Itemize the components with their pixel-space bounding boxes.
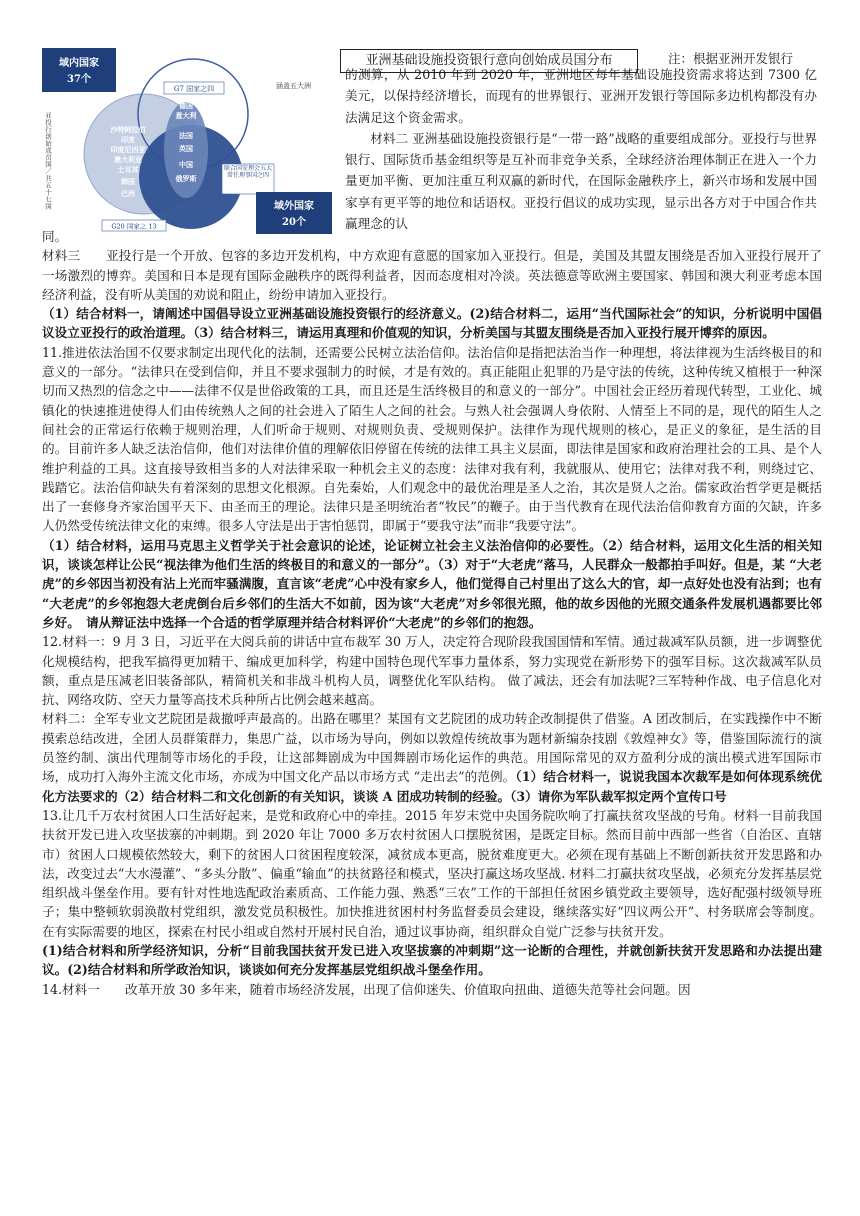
- paragraph: 材料三 亚投行是一个开放、包容的多边开发机构，中方欢迎有意愿的国家加入亚投行。但是，美国及其盟友围绕是否加入亚投行展开了一场激烈的博弈。美国和日本是现有国际金融秩序的既得利益者，因而态度相对冷淡。英法德意等欧洲主要国家、韩国和澳大利亚考虑本国经济利益，没有听从美国的劝说和阻止，纷纷申请加入亚投行。: [42, 248, 822, 302]
- continents-label: 涵盖五大洲: [276, 82, 311, 90]
- g7-member: 德国: [179, 101, 193, 110]
- center-member: 俄罗斯: [175, 174, 197, 183]
- foreign-label: 域外国家: [274, 201, 314, 212]
- paragraph-text: 材料二：全军专业文艺院团是裁撤呼声最高的。出路在哪里？某国有文艺院团的成功转企改制提供了借鉴。A 团改制后，在实践操作中不断摸索总结改进，全团人员群策群力，集思广益，以市场为导向，例如以敦煌传统故事为题材新编杂技剧《敦煌神女》等，借鉴国际流行的演员签约制、演出代理制等市场化的手段，让这部舞剧成为中国舞剧市场化运作的典范。用国际常见的双方盈利分成的演出模式进军国际市场，成功打入海外主流文化市场，亦成为中国文化产品以市场方式 “走出去”的范例。: [42, 711, 822, 785]
- left-member: 澳大利亚: [114, 155, 142, 164]
- g7-label: G7 国家之四: [173, 85, 215, 93]
- paragraph: 13.让几千万农村贫困人口生活好起来，是党和政府心中的牵挂。2015 年岁末党中央国务院吹响了打赢扶贫攻坚战的号角。材料一目前我国扶贫开发已进入攻坚拔寨的冲刺期。到 2020 年让 7000 多万农村贫困人口摆脱贫困，是既定目标。然而目前中西部一些省（自治区、直辖市）贫困人口规模依然较大，剩下的贫困人口贫困程度较深，减贫成本更高，脱贫难度更大。必须在现有基础上不断创新扶贫开发思路和办法，改变过去“大水漫灌”、“多头分散”、偏重“输血”的扶贫路径和模式，坚决打赢这场攻坚战. 材料二打赢扶贫攻坚战，必须充分发挥基层党组织战斗堡垒作用。要有针对性地选配政治素质高、工作能力强、熟悉“三农”工作的干部担任贫困乡镇党政主要领导，选好配强村级领导班子；集中整顿软弱涣散村党组织，激发党员积极性。加快推进贫困村村务监督委员会建设，继续落实好“四议两公开”、村务联席会等制度。在有实际需要的地区，探索在村民小组或自然村开展村民自治，通过议事协商，组织群众自觉广泛参与扶贫开发。: [42, 807, 822, 939]
- member-distribution-figure: [38, 42, 334, 238]
- left-member: 韩国: [121, 177, 135, 186]
- g7-member: 意大利: [175, 111, 197, 120]
- un-label: 联合国安理会五大常任理事国之四: [223, 165, 272, 179]
- paragraph: [42, 709, 822, 805]
- domestic-count: 37个: [67, 74, 91, 85]
- full-text-block: [42, 227, 822, 999]
- left-member: 巴西: [121, 189, 135, 198]
- question-paragraph: (1)结合材料和所学经济知识，分析“目前我国扶贫开发已进入攻坚拔寨的冲刺期”这一论断的合理性，并就创新扶贫开发思路和办法提出建议。(2)结合材料和所学政治知识，谈谈如何充分发挥基层党组织战斗堡垒作用。: [42, 942, 822, 978]
- g20-label: G20 国家之 13: [111, 222, 157, 231]
- center-member: 法国: [179, 131, 193, 140]
- domestic-count-box: [42, 48, 116, 92]
- note-text: 注：根据亚洲开发银行: [668, 51, 794, 66]
- center-member: 中国: [179, 160, 193, 169]
- paragraph: 同。: [42, 229, 68, 244]
- figure-title: 亚洲基础设施投资银行意向创始成员国分布: [340, 49, 638, 73]
- paragraph: 14.材料一 改革开放 30 多年来，随着市场经济发展，出现了信仰迷失、价值取向扭曲、道德失范等社会问题。因: [42, 981, 691, 997]
- left-member: 印度尼西亚: [110, 145, 146, 154]
- left-member: 沙特阿拉伯: [110, 125, 146, 134]
- vertical-caption: 亚投行创始成员国／共五十七国: [44, 112, 52, 210]
- domestic-label: 域内国家: [59, 58, 99, 69]
- center-member: 英国: [179, 144, 193, 153]
- paragraph: 12.材料一：9 月 3 日，习近平在大阅兵前的讲话中宣布裁军 30 万人，决定符合现阶段我国国情和军情。通过裁减军队员额，进一步调整优化规模结构，把我军搞得更加精干、编成更加科学，构建中国特色现代军事力量体系，努力实现党在新形势下的强军目标。这次裁减军队员额，重点是压减老旧装备部队，精简机关和非战斗机构人员，调整优化军队结构。 做了减法，还会有加法呢?三军特种作战、电子信息化对抗、网络攻防、空天力量等高技术兵种所占比例会越来越高。: [42, 634, 822, 708]
- foreign-count: 20个: [282, 217, 306, 228]
- question-text: （1）结合材料一，说说我国本次裁军是如何体现系统优化方法要求的（2）结合材料二和文化创新的有关知识，谈谈 A 团成功转制的经验。（3）请你为军队裁军拟定两个宣传口号: [42, 769, 822, 804]
- question-paragraph: （1）结合材料一，请阐述中国倡导设立亚洲基础设施投资银行的经济意义。(2)结合材料二，运用“当代国际社会”的知识，分析说明中国倡议设立亚投行的政治道理。（3）结合材料三，请运用真理和价值观的知识，分析美国与其盟友围绕是否加入亚投行展开博弈的原因。: [42, 306, 822, 341]
- question-paragraph: （1）结合材料，运用马克思主义哲学关于社会意识的论述，论证树立社会主义法治信仰的必要性。（2）结合材料，运用文化生活的相关知识，谈谈怎样让公民“视法律为他们生活的终极目的和意义的一部分”。（3）对于“大老虎”落马，人民群众一般都拍手叫好。但是，某 “大老虎”的乡邻因当初没有沾上光而牢骚满腹，直言该“老虎”心中没有家乡人，他们觉得自己村里出了这么大的官，却一点好处也没有沾到；也有 “大老虎”的乡邻抱怨大老虎倒台后乡邻们的生活大不如前，因为该“大老虎”对乡邻很光照，他的故乡因他的光照交通条件发展机遇都要比邻乡好。 请从辩证法中选择一个合适的哲学原理并结合材料评价“大老虎”的乡邻们的抱怨。: [42, 537, 822, 630]
- paragraph: 11.推进依法治国不仅要求制定出现代化的法制，还需要公民树立法治信仰。法治信仰是指把法治当作一种理想，将法律视为生活终极目的和意义的一部分。“法律只在受到信仰，并且不要求强制力的时候，才是有效的。真正能阻止犯罪的乃是守法的传统，这种传统又植根于一种深切而又热烈的信念之中——法律不仅是世俗政策的工具，而且还是生活终极目的和意义的一部分”。中国社会正经历着现代转型，工业化、城镇化的快速推进使得人们由传统熟人之间的社会进入了陌生人之间的社会。与熟人社会强调人身依附、人情至上不同的是，现代的陌生人之间社会的正常运行依赖于规则治理，人们听命于规则、对规则负责、受规则保护。法律作为现代规则的核心，是正义的象征，是生活的目的。目前许多人缺乏法治信仰，他们对法律价值的理解依旧停留在传统的法律工具主义层面，即法律是国家和政府治理社会的工具、是个人维护利益的工具。这直接导致相当多的人对法律采取一种机会主义的态度：法律对我有利，我就服从、使用它；法律对我不利，则绕过它、践踏它。法治信仰缺失有着深刻的思想文化根源。自先秦始，人们观念中的最优治理是圣人之治，其次是贤人之治。儒家政治哲学更是概括出了一套修身齐家治国平天下、由圣而王的理论。法律只是圣明统治者“牧民”的鞭子。由于当代教育在现代法治信仰教育方面的欠缺，许多人仍然受传统法律文化的束缚。很多人守法是出于害怕惩罚，即属于“要我守法”而非“我要守法”。: [42, 344, 822, 534]
- left-member: 印度: [121, 135, 135, 144]
- wrap-paragraph: 的测算，从 2010 年到 2020 年，亚洲地区每年基础设施投资需求将达到 7300 亿美元，以保持经济增长，而现有的世界银行、亚洲开发银行等国际多边机构都没有办法满足这个资金需求。: [345, 67, 817, 125]
- left-member: 土耳其: [117, 165, 139, 174]
- wrap-paragraph: 材料二 亚洲基础设施投资银行是“一带一路”战略的重要组成部分。亚投行与世界银行、国际货币基金组织等是互补而非竞争关系，全球经济治理体制正在进入一个力量更加平衡、更加注重互利双赢的新时代，在国际金融秩序上，新兴市场和发展中国家享有更平等的地位和话语权。亚投行倡议的成功实现，显示出各方对于中国合作共赢理念的认: [345, 130, 817, 232]
- wrapped-text-block: [345, 64, 817, 234]
